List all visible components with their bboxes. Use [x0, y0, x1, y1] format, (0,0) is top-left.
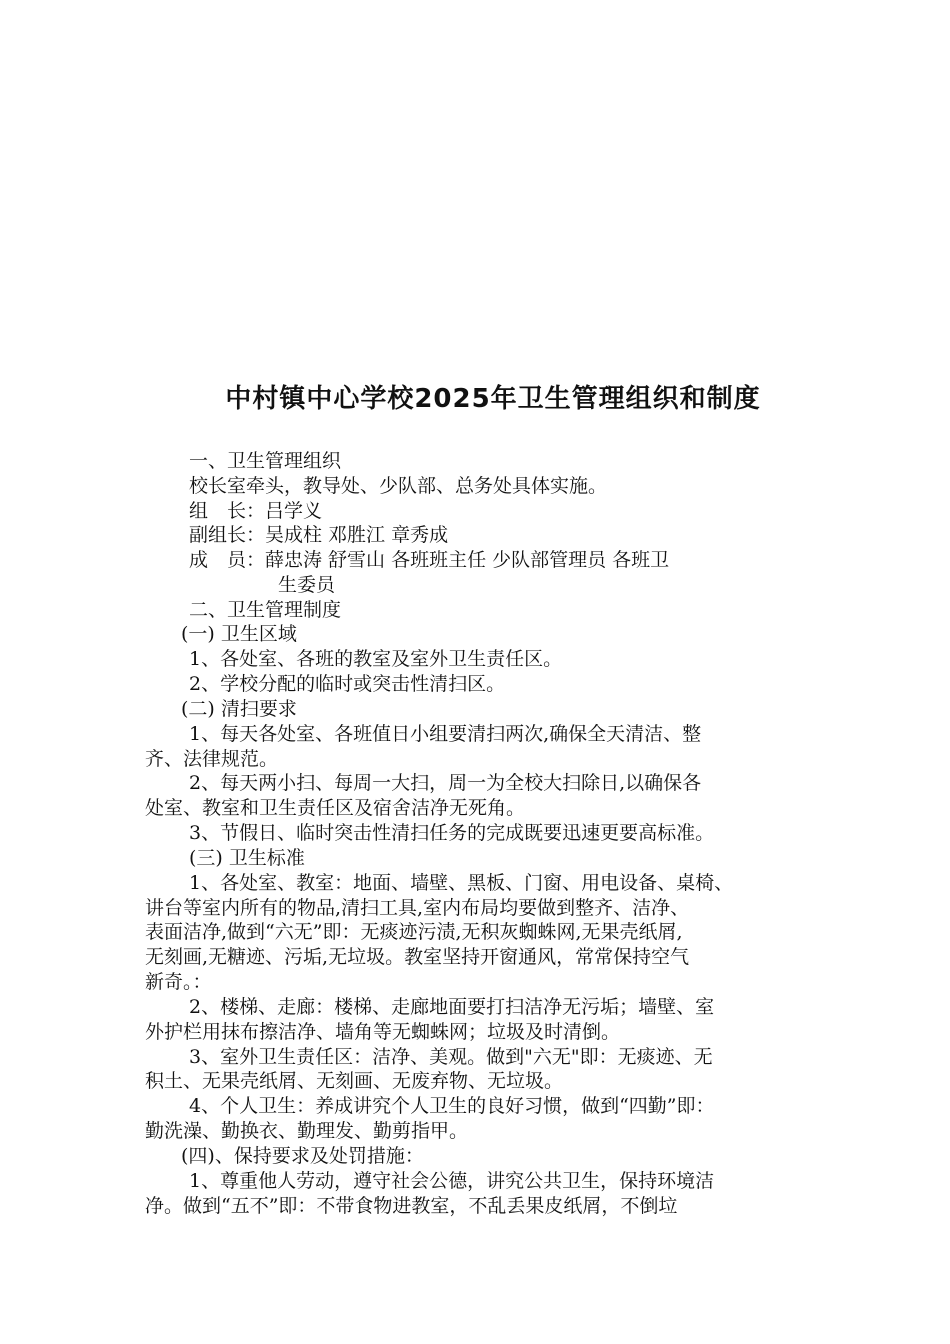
- paragraph-line: 3、节假日、临时突击性清扫任务的完成既要迅速更要高标准。: [189, 822, 715, 844]
- paragraph-line: 生委员: [278, 574, 336, 596]
- paragraph-line: 处室、教室和卫生责任区及宿舍洁净无死角。: [145, 797, 526, 819]
- paragraph-line: 1、各处室、教室：地面、墙壁、黑板、门窗、用电设备、桌椅、: [189, 872, 734, 894]
- document-title: 中村镇中心学校2025年卫生管理组织和制度: [225, 384, 761, 414]
- subsection-heading: (一) 卫生区域: [181, 623, 297, 645]
- paragraph-line: 2、学校分配的临时或突击性清扫区。: [189, 673, 506, 695]
- paragraph-line: 表面洁净,做到“六无”即：无痰迹污渍,无积灰蜘蛛网,无果壳纸屑,: [145, 921, 683, 943]
- paragraph-line: 积土、无果壳纸屑、无刻画、无废弃物、无垃圾。: [145, 1070, 564, 1092]
- paragraph-line: 1、各处室、各班的教室及室外卫生责任区。: [189, 648, 563, 670]
- paragraph-line: 勤洗澡、勤换衣、勤理发、勤剪指甲。: [145, 1120, 469, 1142]
- section-heading: 二、卫生管理制度: [189, 599, 342, 621]
- paragraph-line: 成 员：薛忠涛 舒雪山 各班班主任 少队部管理员 各班卫: [189, 549, 670, 571]
- paragraph-line: 1、尊重他人劳动，遵守社会公德，讲究公共卫生，保持环境洁: [189, 1170, 715, 1192]
- paragraph-line: 讲台等室内所有的物品,清扫工具,室内布局均要做到整齐、洁净、: [145, 897, 690, 919]
- paragraph-line: 无刻画,无糖迹、污垢,无垃圾。教室坚持开窗通风，常常保持空气: [145, 946, 690, 968]
- paragraph-line: 1、每天各处室、各班值日小组要清扫两次,确保全天清洁、整: [189, 723, 702, 745]
- subsection-heading: (二) 清扫要求: [181, 698, 297, 720]
- paragraph-line: 3、室外卫生责任区：洁净、美观。做到"六无"即：无痰迹、无: [189, 1046, 713, 1068]
- paragraph-line: 外护栏用抹布擦洁净、墙角等无蜘蛛网；垃圾及时清倒。: [145, 1021, 621, 1043]
- section-heading: 一、卫生管理组织: [189, 450, 342, 472]
- subsection-heading: (四)、保持要求及处罚措施：: [181, 1145, 424, 1167]
- paragraph-line: 副组长：吴成柱 邓胜江 章秀成: [189, 524, 449, 546]
- paragraph-line: 新奇。：: [145, 971, 212, 993]
- paragraph-line: 2、每天两小扫、每周一大扫，周一为全校大扫除日,以确保各: [189, 772, 702, 794]
- paragraph-line: 2、楼梯、走廊：楼梯、走廊地面要打扫洁净无污垢；墙壁、室: [189, 996, 715, 1018]
- paragraph-line: 校长室牵头，教导处、少队部、总务处具体实施。: [189, 475, 608, 497]
- paragraph-line: 4、个人卫生：养成讲究个人卫生的良好习惯，做到“四勤”即：: [189, 1095, 715, 1117]
- paragraph-line: 净。做到“五不”即：不带食物进教室，不乱丢果皮纸屑，不倒垃: [145, 1195, 678, 1217]
- paragraph-line: 齐、法律规范。: [145, 748, 279, 770]
- subsection-heading: (三) 卫生标准: [189, 847, 305, 869]
- paragraph-line: 组 长：吕学义: [189, 500, 323, 522]
